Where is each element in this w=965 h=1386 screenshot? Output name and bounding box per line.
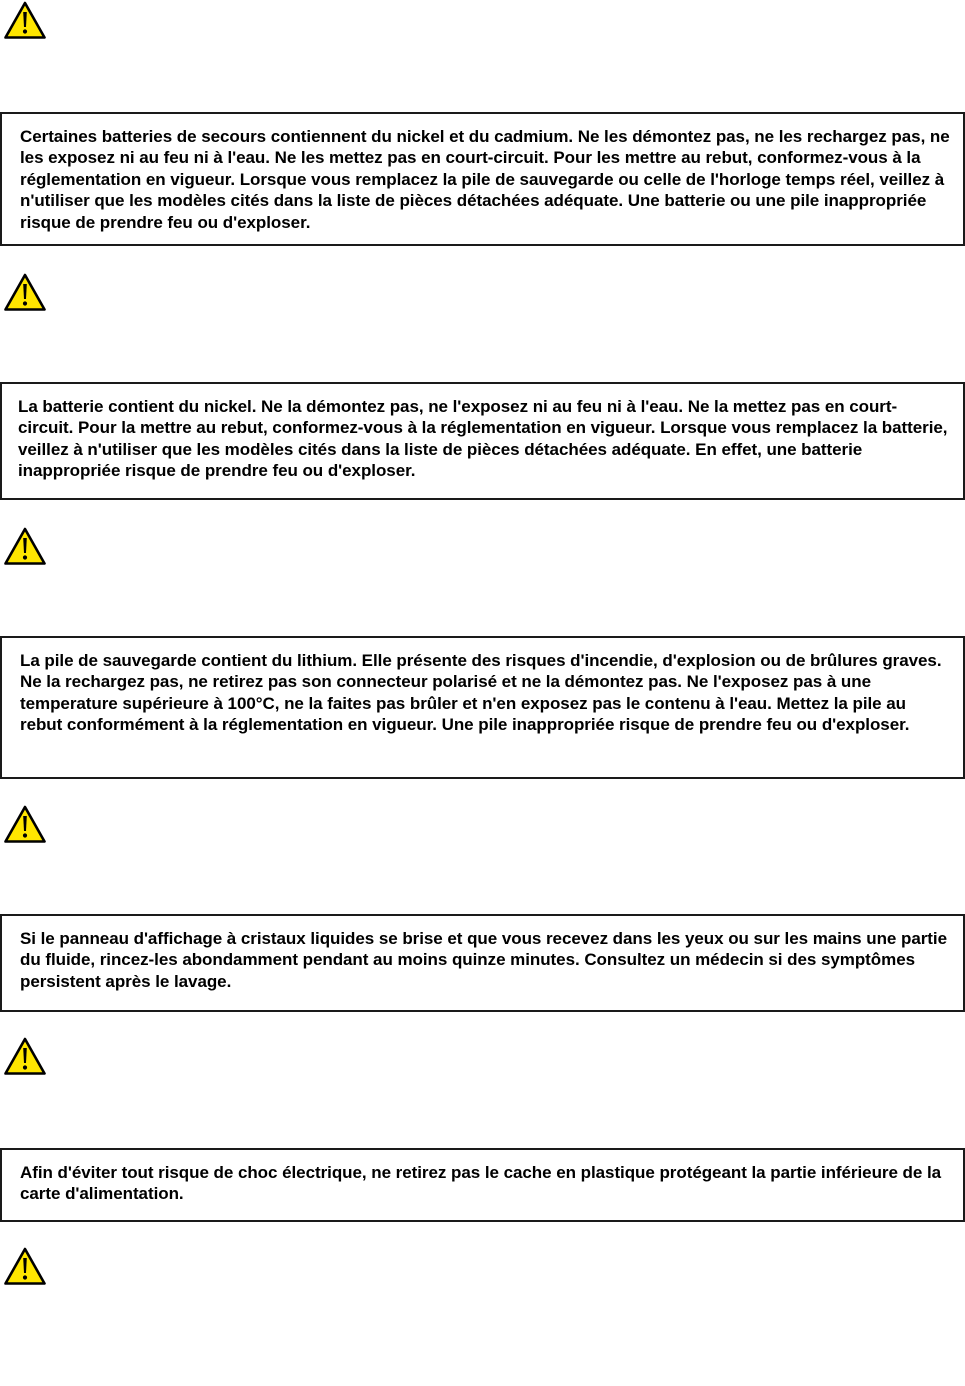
- notice-text: Afin d'éviter tout risque de choc électrique, ne retirez pas le cache en plastique protégeant la partie inférieure de la carte d'alimentation.: [20, 1163, 942, 1204]
- caution-triangle-icon: [3, 1246, 47, 1286]
- caution-notice-electric-shock: [0, 1148, 965, 1222]
- caution-notice-lcd-fluid: [0, 914, 965, 1012]
- caution-notice-lithium-battery: [0, 636, 965, 779]
- caution-triangle-icon: [3, 526, 47, 566]
- caution-notice-nickel-battery: [0, 382, 965, 500]
- caution-triangle-icon: [3, 804, 47, 844]
- notice-text: La pile de sauvegarde contient du lithium. Elle présente des risques d'incendie, d'explosion ou de brûlures graves. Ne la rechargez pas, ne retirez pas son connecteur polarisé et ne la démontez pas. Ne l'exposez pas à une temperature supérieure à 100°C, ne la faites pas brûler et n'en exposez pas le contenu à l'eau. Mettez la pile au rebut conformément à la réglementation en vigueur. Une pile inappropriée risque de prendre feu ou d'exploser.: [20, 651, 942, 735]
- caution-triangle-icon: [3, 272, 47, 312]
- notice-text: Certaines batteries de secours contiennent du nickel et du cadmium. Ne les démontez pas, ne les rechargez pas, ne les exposez ni au feu ni à l'eau. Ne les mettez pas en court-circuit. Pour les mettre au rebut, conformez-vous à la réglementation en vigueur. Lorsque vous remplacez la pile de sauvegarde ou celle de l'horloge temps réel, veillez à n'utiliser que les modèles cités dans la liste de pièces détachées adéquate. Une batterie ou une pile inappropriée risque de prendre feu ou d'exploser.: [20, 127, 950, 232]
- caution-triangle-icon: [3, 1036, 47, 1076]
- caution-triangle-icon: [3, 0, 47, 40]
- notice-text: La batterie contient du nickel. Ne la démontez pas, ne l'exposez ni au feu ni à l'eau. Ne la mettez pas en court-circuit. Pour la mettre au rebut, conformez-vous à la réglementation en vigueur. Lorsque vous remplacez la batterie, veillez à n'utiliser que les modèles cités dans la liste de pièces détachées adéquate. En effet, une batterie inappropriée risque de prendre feu ou d'exploser.: [18, 397, 948, 481]
- caution-notice-backup-batteries: [0, 112, 965, 246]
- notice-text: Si le panneau d'affichage à cristaux liquides se brise et que vous recevez dans les yeux ou sur les mains une partie du fluide, rincez-les abondamment pendant au moins quinze minutes. Consultez un médecin si des symptômes persistent après le lavage.: [20, 929, 947, 991]
